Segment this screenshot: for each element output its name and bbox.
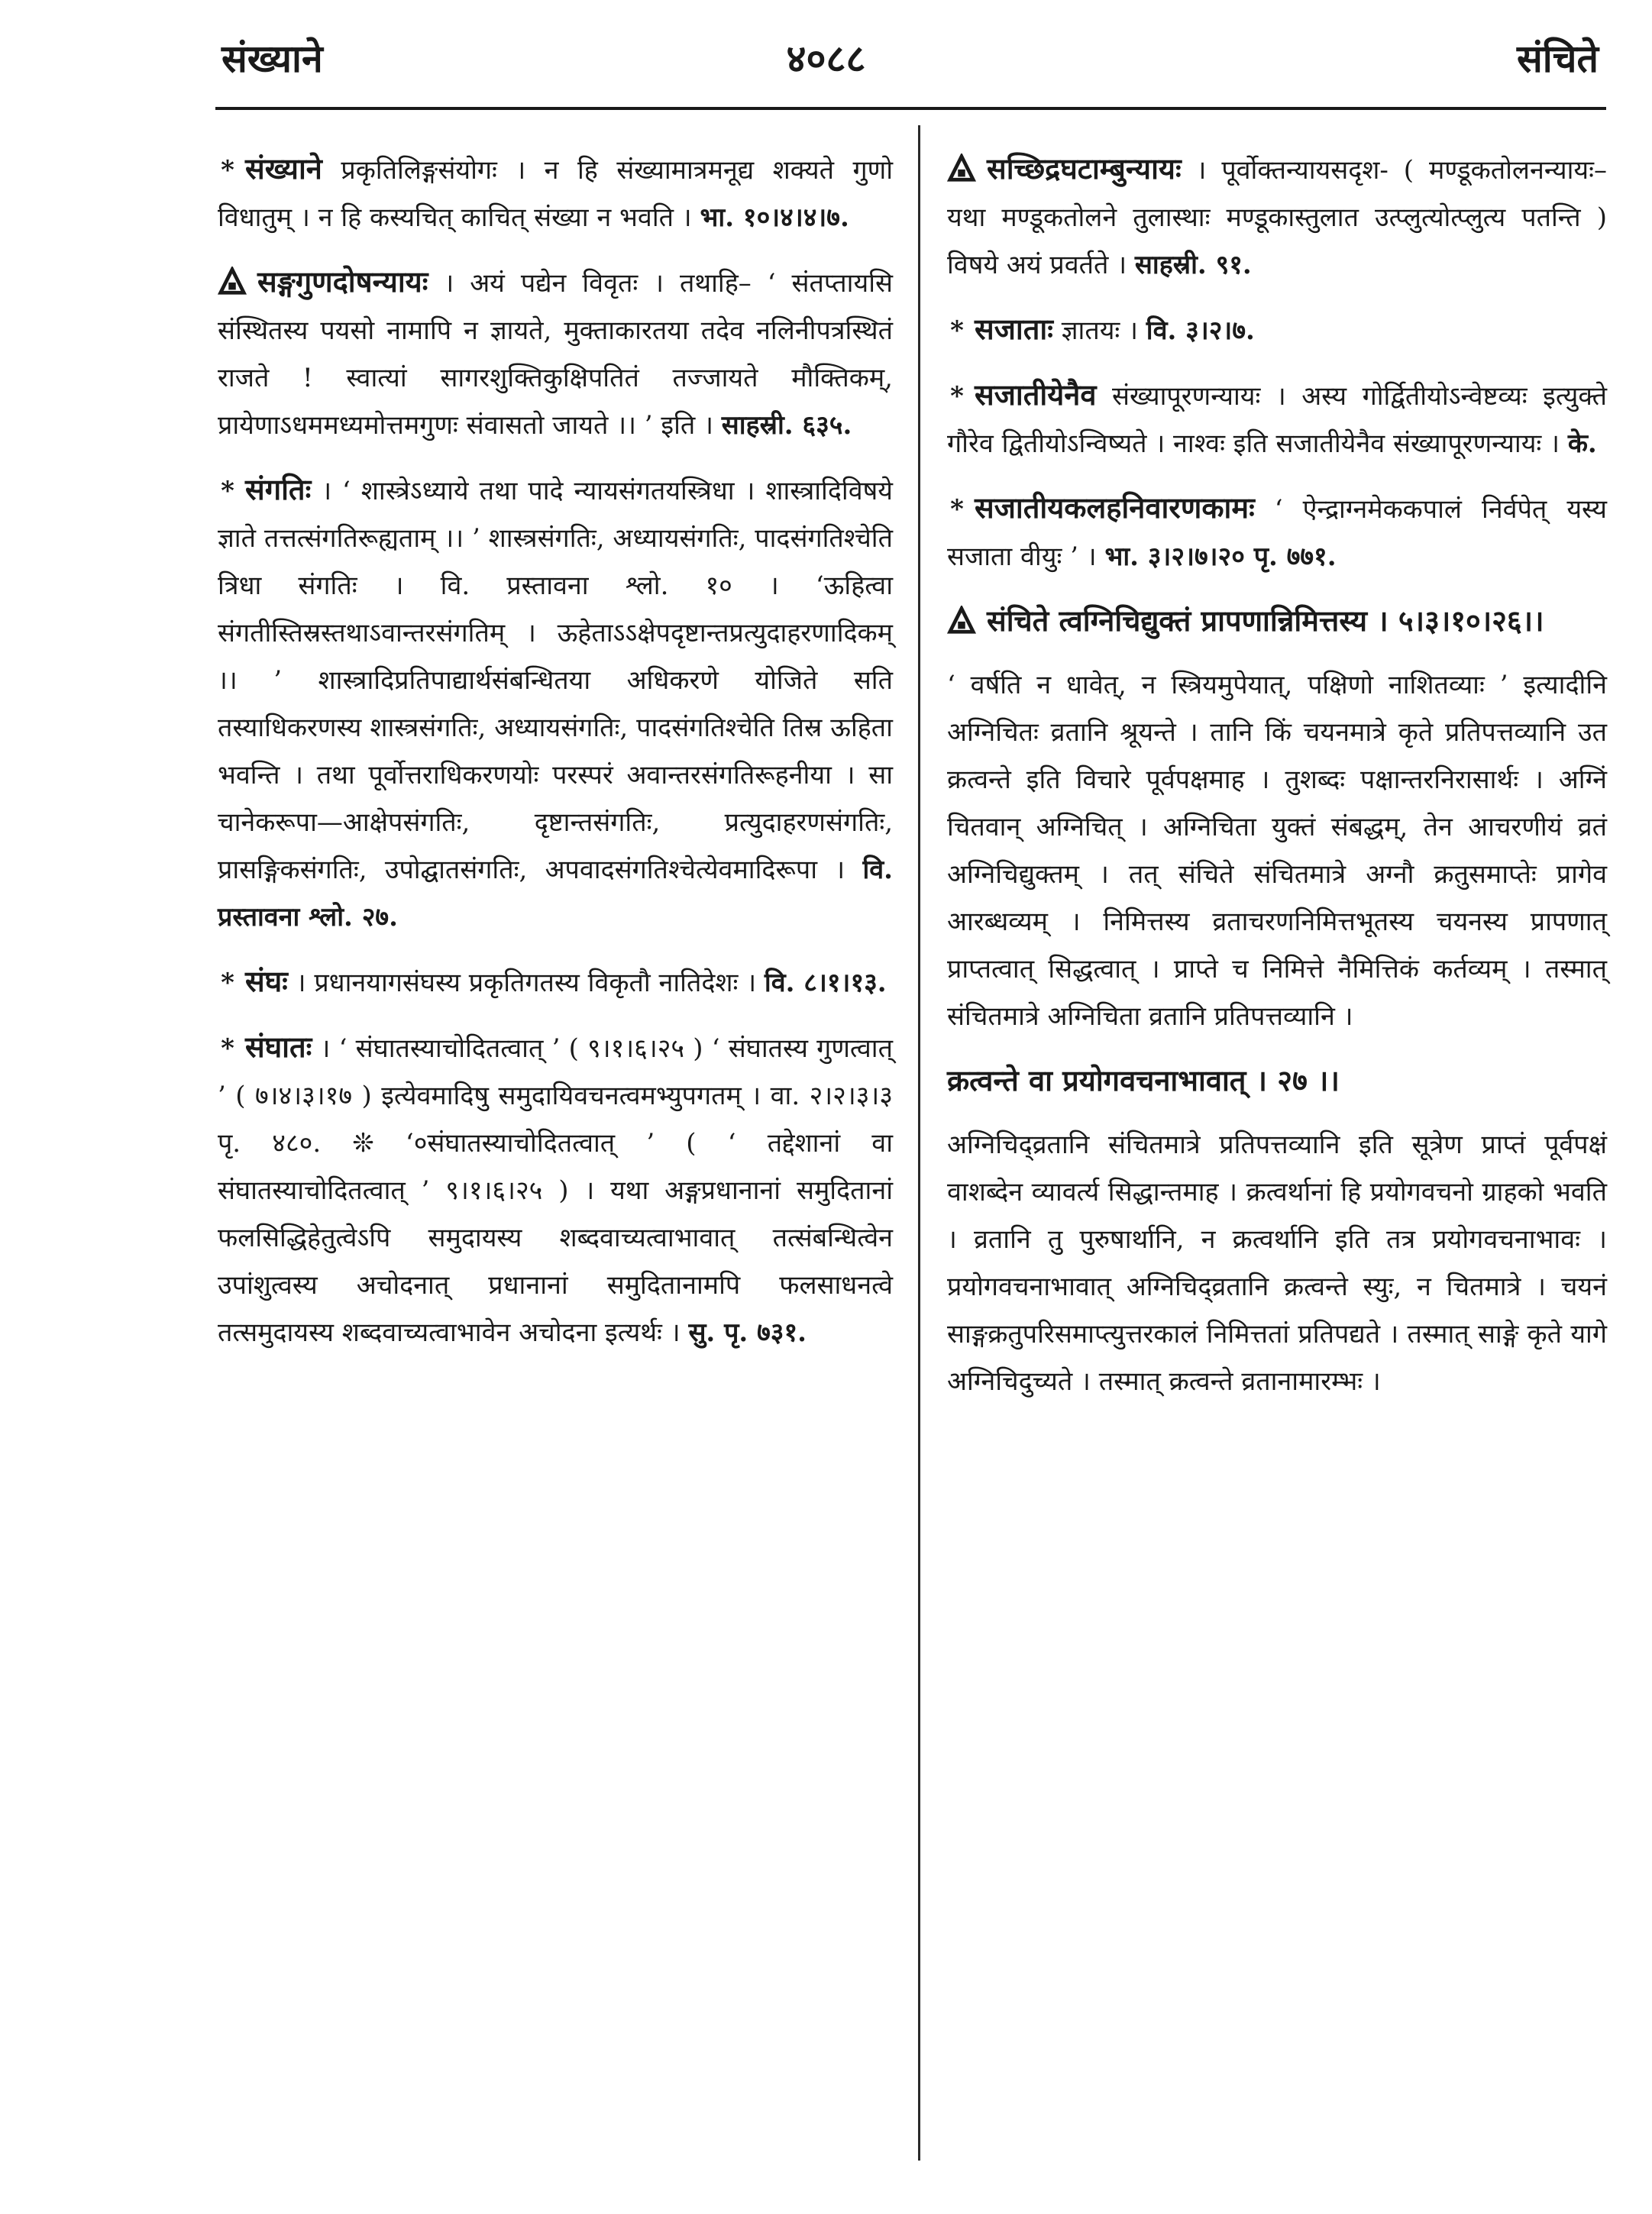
entry-text: । अयं पद्येन विवृतः । तथाहि– ‘ संतप्तायसि संस्थितस्य पयसो नामापि न ज्ञायते, मुक्ताकारतया तदेव नलिनीपत्रस्थितं राजते ! स्वात्यां सागरशुक्तिकुक्षिपतितं तज्जायते मौक्तिकम्, प्रायेणाऽधममध्यमोत्तमगुणः संवासतो जायते ।। ’ इति ।: [218, 268, 893, 441]
entry-text: ज्ञातयः ।: [1061, 315, 1138, 346]
entry-headword: सजातीयकलहनिवारणकामः: [975, 490, 1255, 525]
column-divider: [918, 125, 920, 2161]
asterisk-marker: *: [221, 155, 234, 186]
asterisk-marker: *: [221, 968, 234, 998]
entry-sajatiyenaiva: [947, 371, 1607, 467]
asterisk-marker: *: [950, 381, 964, 412]
asterisk-marker: *: [221, 1033, 234, 1064]
header-rule: [215, 107, 1606, 110]
entry-reference: भा. ३।२।७।२० पृ. ७७१.: [1104, 541, 1337, 572]
entry-text: । पूर्वोक्तन्यायसदृश- ( मण्डूकतोलनन्यायः– यथा मण्डूकतोलने तुलास्थाः मण्डूकास्तुलात उत्प्लुत्योत्प्लुत्य पतन्ति ) विषये अयं प्रवर्तते ।: [947, 155, 1607, 280]
entry-sangha: [218, 958, 893, 1007]
asterisk-marker: *: [950, 494, 964, 525]
entry-sankhyane: [218, 145, 893, 241]
sutra-heading-sanchite: [947, 597, 1607, 645]
entry-reference: सु. पृ. ७३१.: [688, 1317, 807, 1348]
entry-reference: भा. १०।४।४।७.: [700, 202, 849, 233]
entry-reference: वि. ८।१।१३.: [764, 968, 887, 998]
nyaya-marker-icon: [947, 154, 976, 183]
entry-headword: सङ्गगुणदोषन्यायः: [257, 264, 428, 299]
asterisk-marker: *: [221, 476, 234, 506]
entry-reference: वि. ३।२।७.: [1146, 315, 1255, 346]
header-right-guideword: संचिते: [1517, 36, 1599, 81]
entry-reference: वि. प्रस्तावना श्लो. २७.: [218, 855, 893, 932]
entry-text: ‘ ऐन्द्राग्नमेककपालं निर्वपेत् यस्य सजाता वीयुः ’ ।: [947, 494, 1607, 572]
entry-reference: के.: [1567, 428, 1597, 459]
entry-text: । ‘ शास्त्रेऽध्याये तथा पादे न्यायसंगतयस्त्रिधा । शास्त्रादिविषये ज्ञाते तत्तत्संगतिरूह्यताम् ।। ’ शास्त्रसंगतिः, अध्यायसंगतिः, पादसंगतिश्चेति त्रिधा संगतिः । वि. प्रस्तावना श्लो. १० । ‘ऊहित्वा संगतीस्तिस्रस्तथाऽवान्तरसंगतिम् । ऊहेताऽऽक्षेपदृष्टान्तप्रत्युदाहरणादिकम् ।। ’ शास्त्रादिप्रतिपाद्यार्थसंबन्धितया अधिकरणे योजिते सति तस्याधिकरणस्य शास्त्रसंगतिः, अध्यायसंगतिः, पादसंगतिश्चेति तिस्र ऊहिता भवन्ति । तथा पूर्वोत्तराधिकरणयोः परस्परं अवान्तरसंगतिरूहनीया । सा चानेकरूपा—आक्षेपसंगतिः, दृष्टान्तसंगतिः, प्रत्युदाहरणसंगतिः, प्रासङ्गिकसंगतिः, उपोद्घातसंगतिः, अपवादसंगतिश्चेत्येवमादिरूपा ।: [218, 476, 893, 885]
entry-headword: संगतिः: [245, 472, 312, 506]
entry-sangati: [218, 466, 893, 941]
entry-reference: साहस्री. ६३५.: [721, 410, 852, 441]
entry-sacchidra-ghata-ambu-nyaya: [947, 145, 1607, 289]
entry-headword: संघातः: [245, 1029, 312, 1064]
entry-headword: संघः: [245, 964, 288, 998]
page-number: ४०८८: [786, 36, 866, 81]
entry-reference: साहस्री. ९१.: [1134, 250, 1252, 280]
entry-headword: सजाताः: [975, 312, 1053, 346]
sutra-heading-kratvante: क्रत्वन्ते वा प्रयोगवचनाभावात् । २७ ।।: [947, 1063, 1340, 1097]
asterisk-marker: *: [950, 315, 964, 346]
right-column: [947, 145, 1607, 1422]
entry-headword: सच्छिद्रघटाम्बुन्यायः: [987, 151, 1182, 186]
entry-headword: सजातीयेनैव: [975, 377, 1097, 412]
entry-text: प्रकृतिलिङ्गसंयोगः । न हि संख्यामात्रमनूद्य शक्यते गुणो विधातुम् । न हि कस्यचित् काचित् संख्या न भवति ।: [218, 155, 894, 233]
left-column: [218, 145, 893, 1373]
entry-text: संख्यापूरणन्यायः । अस्य गोर्द्वितीयोऽन्वेष्टव्यः इत्युक्ते गौरेव द्वितीयोऽन्विष्यते । नाश्वः इति सजातीयेनैव संख्यापूरणन्यायः ।: [947, 381, 1608, 459]
nyaya-marker-icon: [947, 606, 976, 635]
header-left-guideword: संख्याने: [221, 36, 323, 81]
sutra-text: संचिते त्वग्निचिद्युक्तं प्रापणान्निमित्तस्य । ५।३।१०।२६।।: [987, 603, 1544, 638]
sutra-commentary-1: ‘ वर्षति न धावेत्, न स्त्रियमुपेयात्, पक्षिणो नाशितव्याः ’ इत्यादीनि अग्निचितः व्रतानि श्रूयन्ते । तानि किं चयनमात्रे कृते प्रतिपत्तव्यानि उत क्रत्वन्ते इति विचारे पूर्वपक्षमाह । तुशब्दः पक्षान्तरनिरासार्थः । अग्निं चितवान् अग्निचित् । अग्निचिता युक्तं संबद्धम्, तेन आचरणीयं व्रतं अग्निचिद्युक्तम् । तत् संचिते संचितमात्रे अग्नौ क्रतुसमाप्तेः प्रागेव आरब्धव्यम् । निमित्तस्य व्रताचरणनिमित्तभूतस्य चयनस्य प्रापणात् प्राप्तत्वात् सिद्धत्वात् । प्राप्ते च निमित्ते नैमित्तिकं कर्तव्यम् । तस्मात् संचितमात्रे अग्निचिता व्रतानि प्रतिपत्तव्यानि ।: [947, 670, 1607, 1032]
entry-text: । प्रधानयागसंघस्य प्रकृतिगतस्य विकृतौ नातिदेशः ।: [296, 968, 757, 998]
entry-sajatah: [947, 305, 1607, 354]
entry-sajatiya-kalaha: [947, 484, 1607, 580]
entry-sanga-guna-dosha-nyaya: [218, 258, 893, 449]
entry-headword: संख्याने: [245, 151, 322, 186]
sutra-commentary-2: अग्निचिद्व्रतानि संचितमात्रे प्रतिपत्तव्यानि इति सूत्रेण प्राप्तं पूर्वपक्षं वाशब्देन व्यावर्त्य सिद्धान्तमाह । क्रत्वर्थानां हि प्रयोगवचनो ग्राहको भवति । व्रतानि तु पुरुषार्थानि, न क्रत्वर्थानि इति तत्र प्रयोगवचनाभावः । प्रयोगवचनाभावात् अग्निचिद्व्रतानि क्रत्वन्ते स्युः, न चितमात्रे । चयनं साङ्गक्रतुपरिसमाप्त्युत्तरकालं निमित्ततां प्रतिपद्यते । तस्मात् साङ्गे कृते यागे अग्निचिदुच्यते । तस्मात् क्रत्वन्ते व्रतानामारम्भः ।: [947, 1130, 1607, 1397]
entry-sanghata: [218, 1023, 893, 1356]
entry-text: । ‘ संघातस्याचोदितत्वात् ’ ( ९।१।६।२५ ) ‘ संघातस्य गुणत्वात् ’ ( ७।४।३।१७ ) इत्येवमादिषु समुदायिवचनत्वमभ्युपगतम् । वा. २।२।३।३ पृ. ४८०. ❊ ‘०संघातस्याचोदितत्वात् ’ ( ‘ तद्देशानां वा संघातस्याचोदितत्वात् ’ ९।१।६।२५ ) । यथा अङ्गप्रधानानां समुदितानां फलसिद्धिहेतुत्वेऽपि समुदायस्य शब्दवाच्यत्वाभावात् तत्संबन्धित्वेन उपांशुत्वस्य अचोदनात् प्रधानानां समुदितानामपि फलसाधनत्वे तत्समुदायस्य शब्दवाच्यत्वाभावेन अचोदना इत्यर्थः ।: [218, 1033, 893, 1348]
nyaya-marker-icon: [218, 267, 247, 296]
